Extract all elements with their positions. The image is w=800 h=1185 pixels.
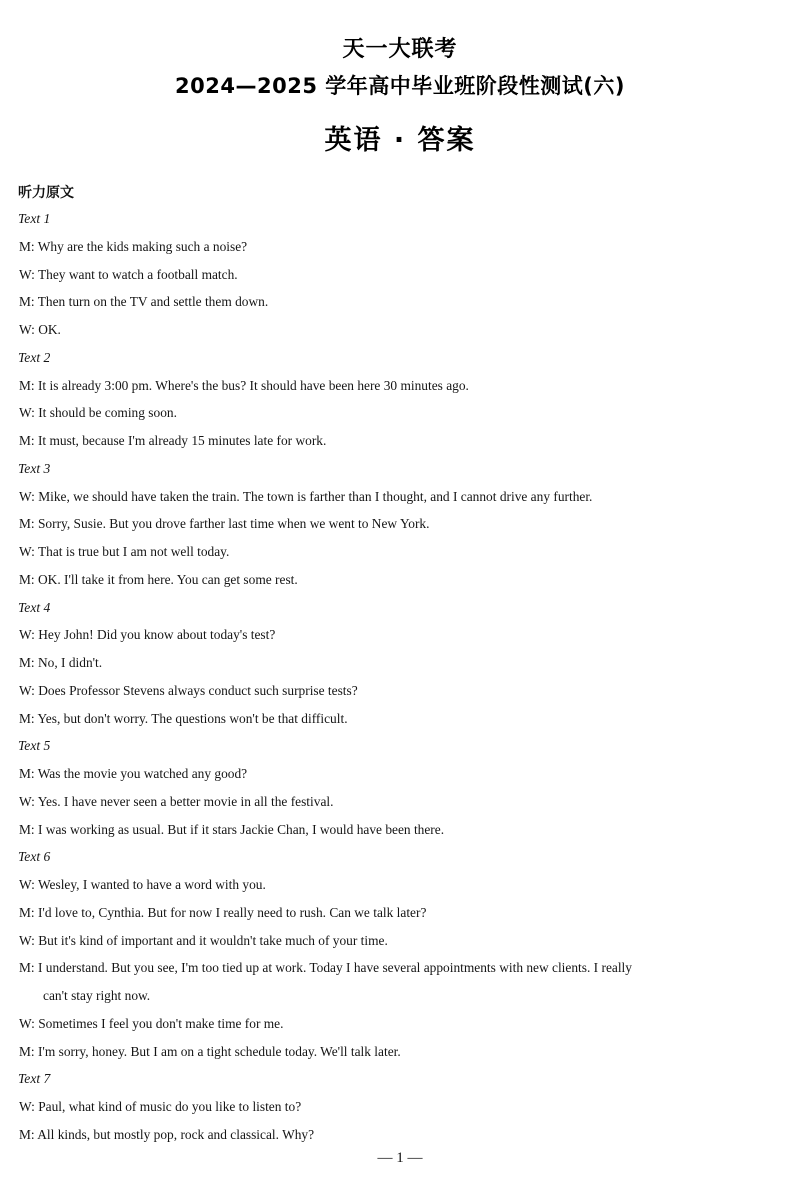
text-section-label [0,1065,800,1093]
dialog-line [0,372,800,400]
line-text: M: Yes, but don't worry. The questions won't be that difficult. [19,710,348,726]
line-text: W: Sometimes I feel you don't make time for me. [19,1015,284,1031]
dialog-line [0,927,800,955]
line-text: W: Does Professor Stevens always conduct such surprise tests? [19,682,358,698]
line-text: W: But it's kind of important and it wouldn't take much of your time. [19,932,388,948]
line-text: M: I was working as usual. But if it stars Jackie Chan, I would have been there. [19,821,445,837]
line-text: W: Hey John! Did you know about today's test? [19,627,276,643]
dialog-line [0,1038,800,1066]
listening-transcript-heading: 听力原文 [18,185,74,201]
dialog-line [0,566,800,594]
text-section-label [0,843,800,871]
line-text: Text 7 [18,1071,51,1087]
line-text: Text 1 [18,211,51,226]
exam-name-title: 2024—2025 学年高中毕业班阶段性测试(六) [175,74,625,98]
dialog-line [0,705,800,733]
line-text: M: Was the movie you watched any good? [19,766,248,781]
line-text: W: Wesley, I wanted to have a word with you. [19,877,266,892]
line-text: M: All kinds, but mostly pop, rock and classical. Why? [19,1126,315,1142]
dialog-line [0,816,800,844]
text-section-label [0,344,800,372]
dialog-line [0,483,800,511]
line-text: W: They want to watch a football match. [19,266,238,282]
line-text: Text 5 [18,738,51,754]
dialog-line [0,899,800,927]
line-text: M: I'm sorry, honey. But I am on a tight schedule today. We'll talk later. [19,1043,401,1059]
dialog-line [0,288,800,316]
dialog-line [0,261,800,289]
dialog-line [0,954,800,982]
dialog-line [0,399,800,427]
text-section-label [0,732,800,760]
text-section-label [0,594,800,622]
dialog-line [0,316,800,344]
subject-answer-title: 英语 · 答案 [324,125,476,156]
dialog-line [0,677,800,705]
line-text: can't stay right now. [43,988,151,1003]
line-text: M: I'd love to, Cynthia. But for now I really need to rush. Can we talk later? [19,904,427,920]
dialog-line [0,649,800,677]
line-text: M: Why are the kids making such a noise? [19,238,248,254]
dialog-line [0,871,800,899]
line-text: W: Mike, we should have taken the train. The town is farther than I thought, and I cannot drive any further. [19,488,593,504]
page-number: — 1 — [377,1150,423,1166]
dialog-line [0,1093,800,1121]
line-text: M: It must, because I'm already 15 minutes late for work. [19,433,327,448]
line-text: M: It is already 3:00 pm. Where's the bus? It should have been here 30 minutes ago. [19,377,469,393]
line-text: M: Then turn on the TV and settle them down. [19,294,269,310]
dialog-line [0,1010,800,1038]
exam-organization-title: 天一大联考 [342,37,458,62]
line-text: W: It should be coming soon. [19,405,177,421]
dialog-line [0,510,800,538]
text-section-label [0,455,800,483]
line-text: W: Yes. I have never seen a better movie in all the festival. [19,793,334,809]
dialog-line [0,1121,800,1149]
line-text: W: That is true but I am not well today. [19,544,230,559]
line-text: M: I understand. But you see, I'm too tied up at work. Today I have several appointments with new clients. I really [19,960,632,976]
dialog-line [0,621,800,649]
line-text: W: OK. [19,322,61,337]
listening-transcript [0,205,800,1149]
dialog-line [0,760,800,788]
line-text: Text 2 [18,349,51,365]
line-text: M: No, I didn't. [19,655,103,670]
text-section-label [0,205,800,233]
line-text: Text 4 [18,599,51,615]
dialog-line [0,538,800,566]
dialog-line [0,233,800,261]
dialog-line [0,427,800,455]
dialog-line [0,788,800,816]
line-text: Text 3 [18,460,51,476]
line-text: Text 6 [18,849,51,865]
line-text: M: Sorry, Susie. But you drove farther last time when we went to New York. [19,516,430,532]
line-text: M: OK. I'll take it from here. You can get some rest. [19,571,298,587]
line-text: W: Paul, what kind of music do you like to listen to? [19,1099,302,1114]
dialog-line-continuation [0,982,800,1010]
